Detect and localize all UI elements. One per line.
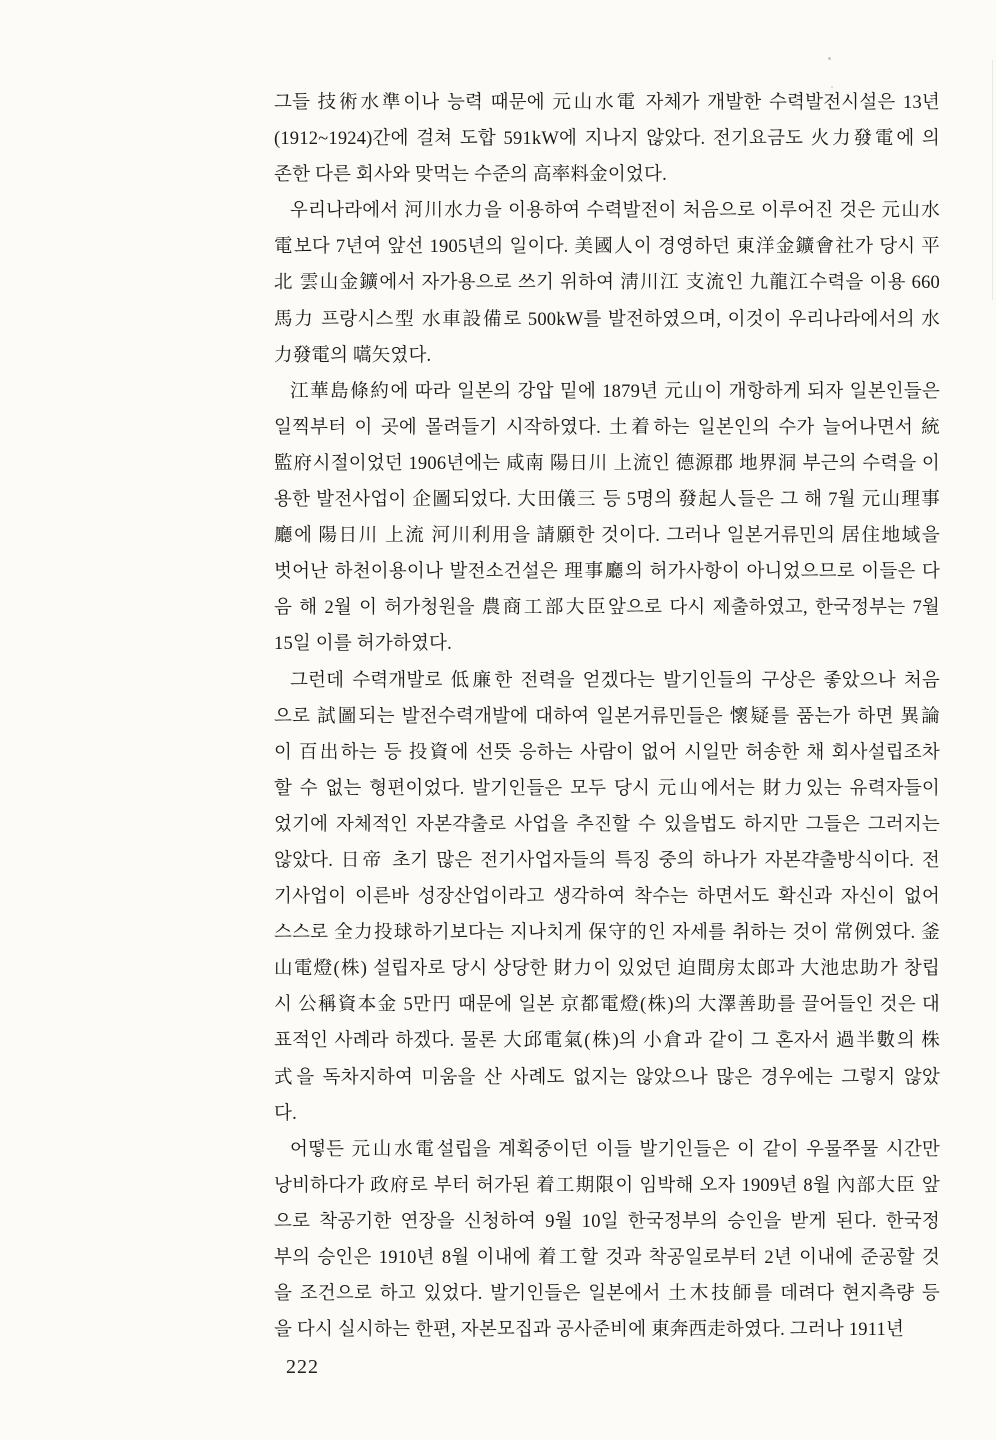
text-line: 電보다 7년여 앞선 1905년의 일이다. 美國人이 경영하던 東洋金鑛會社가 당시 平: [274, 237, 940, 258]
text-line: 다.: [274, 1103, 297, 1124]
text-line: 우리나라에서 河川水力을 이용하여 수력발전이 처음으로 이루어진 것은 元山水: [290, 201, 940, 222]
text-line: 스스로 全力投球하기보다는 지나치게 保守的인 자세를 취하는 것이 常例였다. 釜: [274, 923, 940, 944]
scan-speck: [828, 57, 831, 60]
text-line: 부의 승인은 1910년 8월 이내에 着工할 것과 착공일로부터 2년 이내에 준공할 것: [274, 1248, 940, 1268]
text-line: 벗어난 하천이용이나 발전소건설은 理事廳의 허가사항이 아니었으므로 이들은 다: [274, 562, 940, 583]
text-line: 시 公稱資本金 5만円 때문에 일본 京都電燈(株)의 大澤善助를 끌어들인 것은 대: [274, 995, 940, 1016]
text-line: 監府시절이었던 1906년에는 咸南 陽日川 上流인 德源郡 地界洞 부근의 수력을 이: [274, 453, 940, 474]
text-line: 式을 독차지하여 미움을 산 사례도 없지는 않았으나 많은 경우에는 그렇지 않았: [274, 1067, 940, 1088]
text-line: 낭비하다가 政府로 부터 허가된 着工期限이 임박해 오자 1909년 8월 內部大臣 앞: [274, 1175, 940, 1196]
text-line: 존한 다른 회사와 맞먹는 수준의 高率料金이었다.: [274, 165, 667, 186]
text-line: 江華島條約에 따라 일본의 강압 밑에 1879년 元山이 개항하게 되자 일본인들은: [290, 381, 940, 402]
text-line: 이 百出하는 등 投資에 선뜻 응하는 사람이 없어 시일만 허송한 채 회사설립조차: [274, 742, 940, 763]
text-line: 기사업이 이른바 성장산업이라고 생각하여 착수는 하면서도 확신과 자신이 없어: [274, 887, 940, 908]
text-line: 었기에 자체적인 자본갹출로 사업을 추진할 수 있을법도 하지만 그들은 그러지는: [274, 814, 940, 835]
page-number: 222: [286, 1356, 319, 1378]
text-line: 廳에 陽日川 上流 河川利用을 請願한 것이다. 그러나 일본거류민의 居住地域을: [274, 526, 940, 547]
text-line: 할 수 없는 형편이었다. 발기인들은 모두 당시 元山에서는 財力있는 유력자들이: [274, 778, 940, 799]
text-line: 北 雲山金鑛에서 자가용으로 쓰기 위하여 淸川江 支流인 九龍江수력을 이용 660: [274, 273, 940, 294]
text-line: 으로 착공기한 연장을 신청하여 9월 10일 한국정부의 승인을 받게 된다. 한국정: [274, 1211, 940, 1232]
text-line: 을 다시 실시하는 한편, 자본모집과 공사준비에 東奔西走하였다. 그러나 1911년: [274, 1320, 905, 1341]
text-line: 그런데 수력개발로 低廉한 전력을 얻겠다는 발기인들의 구상은 좋았으나 처음: [290, 670, 940, 691]
text-line: 15일 이를 허가하였다.: [274, 634, 452, 655]
scan-speck: [831, 86, 833, 88]
text-line: 표적인 사례라 하겠다. 물론 大邱電氣(株)의 小倉과 같이 그 혼자서 過半數의 株: [274, 1031, 940, 1052]
body-text: [274, 85, 940, 1348]
text-line: 용한 발전사업이 企圖되었다. 大田儀三 등 5명의 發起人들은 그 해 7월 元山理事: [274, 490, 940, 511]
text-line: 음 해 2월 이 허가청원을 農商工部大臣앞으로 다시 제출하였고, 한국정부는 7월: [274, 598, 940, 619]
text-line: (1912~1924)간에 걸쳐 도합 591kW에 지나지 않았다. 전기요금도 火力發電에 의: [274, 129, 940, 150]
text-line: 그들 技術水準이나 능력 때문에 元山水電 자체가 개발한 수력발전시설은 13년: [274, 93, 940, 113]
text-line: 일찍부터 이 곳에 몰려들기 시작하였다. 土着하는 일본인의 수가 늘어나면서 統: [274, 417, 940, 438]
text-line: 을 조건으로 하고 있었다. 발기인들은 일본에서 土木技師를 데려다 현지측량 등: [274, 1284, 940, 1305]
text-line: 山電燈(株) 설립자로 당시 상당한 財力이 있었던 迫間房太郎과 大池忠助가 창립: [274, 959, 940, 980]
text-line: 力發電의 嚆矢였다.: [274, 345, 432, 366]
text-line: 어떻든 元山水電설립을 계획중이던 이들 발기인들은 이 같이 우물쭈물 시간만: [290, 1139, 940, 1160]
scan-edge-shadow: [992, 60, 993, 300]
text-line: 馬力 프랑시스型 水車設備로 500kW를 발전하였으며, 이것이 우리나라에서의 水: [274, 309, 940, 330]
text-line: 않았다. 日帝 초기 많은 전기사업자들의 특징 중의 하나가 자본갹출방식이다. 전: [274, 850, 940, 871]
text-line: 으로 試圖되는 발전수력개발에 대하여 일본거류민들은 懷疑를 품는가 하면 異論: [274, 706, 940, 727]
